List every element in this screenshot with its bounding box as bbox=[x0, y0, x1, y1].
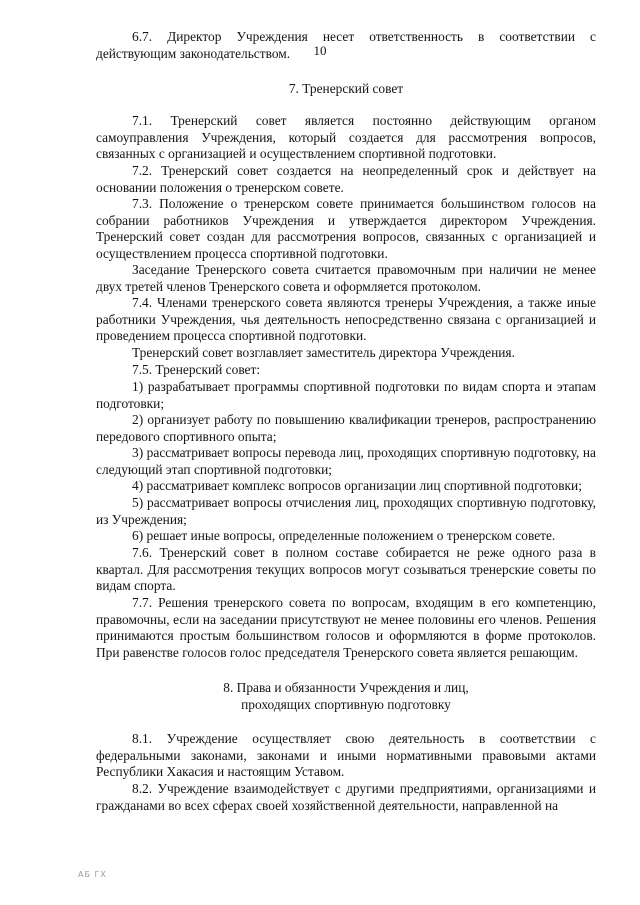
list-item-7-5-5: 5) рассматривает вопросы отчисления лиц, проходящих спортивную подготовку, из Учреждения; bbox=[96, 495, 596, 527]
page-number: 10 bbox=[313, 43, 327, 58]
paragraph-7-1: 7.1. Тренерский совет является постоянно действующим органом самоуправления Учреждения, который создается для рассмотрения вопросов, связанных с организацией и осуществлением спортивной подготовки. bbox=[96, 113, 596, 162]
footer-mark: АБ ГХ bbox=[78, 870, 107, 879]
list-item-7-5-3: 3) рассматривает вопросы перевода лиц, проходящих спортивную подготовку, на следующий этап спортивной подготовки; bbox=[96, 445, 596, 477]
paragraph-7-4: 7.4. Членами тренерского совета являются тренеры Учреждения, а также иные работники Учреждения, чья деятельность непосредственно связана с организацией и проведением процесса спортивной подготовки. bbox=[96, 295, 596, 344]
list-item-7-5-2: 2) организует работу по повышению квалификации тренеров, распространению передового спортивного опыта; bbox=[96, 412, 596, 444]
section-heading-8 bbox=[96, 680, 596, 713]
paragraph-quorum: Заседание Тренерского совета считается правомочным при наличии не менее двух третей членов Тренерского совета и оформляется протоколом. bbox=[96, 262, 596, 294]
paragraph-6-7: 6.7. Директор Учреждения несет ответственность в соответствии с действующим законодательством. bbox=[96, 29, 596, 61]
section-heading-8-line-2: проходящих спортивную подготовку bbox=[241, 696, 451, 712]
paragraph-7-5: 7.5. Тренерский совет: bbox=[132, 362, 261, 377]
paragraph-7-6: 7.6. Тренерский совет в полном составе собирается не реже одного раза в квартал. Для рассмотрения текущих вопросов могут созываться тренерские советы по видам спорта. bbox=[96, 545, 596, 594]
section-heading-7: 7. Тренерский совет bbox=[288, 81, 404, 96]
paragraph-8-2: 8.2. Учреждение взаимодействует с другими предприятиями, организациями и гражданами во всех сферах своей хозяйственной деятельности, направленной на bbox=[96, 781, 596, 813]
list-item-7-5-4: 4) рассматривает комплекс вопросов организации лиц спортивной подготовки; bbox=[132, 478, 582, 493]
paragraph-7-3: 7.3. Положение о тренерском совете принимается большинством голосов на собрании работников Учреждения и утверждается директором Учреждения. Тренерский совет создан для рассмотрения вопросов, связанных с организацией и осуществлением процесса спортивной подготовки. bbox=[96, 196, 596, 261]
paragraph-7-2: 7.2. Тренерский совет создается на неопределенный срок и действует на основании положения о тренерском совете. bbox=[96, 163, 596, 195]
list-item-7-5-1: 1) разрабатывает программы спортивной подготовки по видам спорта и этапам подготовки; bbox=[96, 379, 596, 411]
section-heading-8-line-1: 8. Права и обязанности Учреждения и лиц, bbox=[223, 680, 469, 695]
paragraph-7-7: 7.7. Решения тренерского совета по вопросам, входящим в его компетенцию, правомочны, если на заседании присутствуют не менее половины его членов. Решения принимаются простым большинством голосов и оформляются в форме протоколов. При равенстве голосов голос председателя Тренерского совета является решающим. bbox=[96, 595, 596, 660]
paragraph-8-1: 8.1. Учреждение осуществляет свою деятельность в соответствии с федеральными законами, законами и иными нормативными правовыми актами Республики Хакасия и настоящим Уставом. bbox=[96, 731, 596, 780]
paragraph-head: Тренерский совет возглавляет заместитель директора Учреждения. bbox=[132, 345, 515, 360]
list-item-7-5-6: 6) решает иные вопросы, определенные положением о тренерском совете. bbox=[132, 528, 556, 543]
